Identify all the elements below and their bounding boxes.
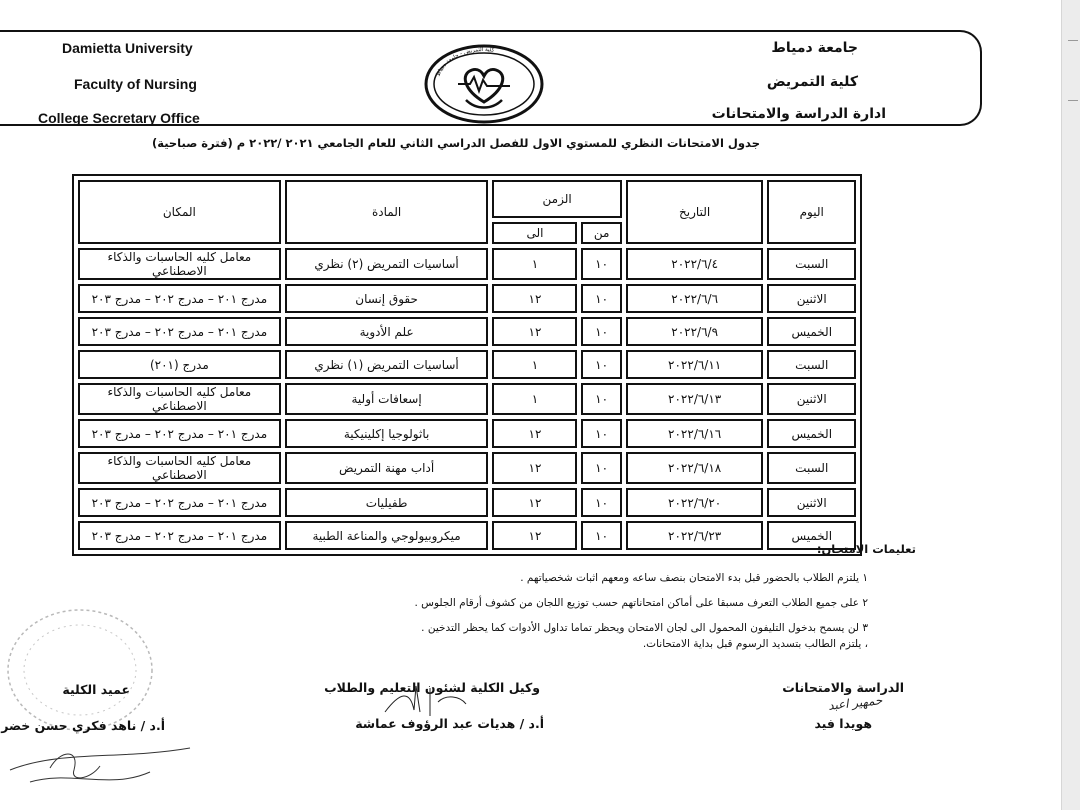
cell-place: مدرج ٢٠١ – مدرج ٢٠٢ – مدرج ٢٠٣	[78, 419, 281, 448]
header-day: اليوم	[767, 180, 856, 244]
cell-date: ٢٠٢٢/٦/٢٣	[626, 521, 764, 550]
cell-date: ٢٠٢٢/٦/١٦	[626, 419, 764, 448]
cell-to: ١	[492, 248, 577, 280]
table-row	[78, 317, 856, 346]
header-place: المكان	[78, 180, 281, 244]
cell-day: الاثنين	[767, 488, 856, 517]
table-header-row	[78, 180, 856, 218]
cell-date: ٢٠٢٢/٦/٤	[626, 248, 764, 280]
cell-subject: أساسيات التمريض (١) نظري	[285, 350, 489, 379]
cell-subject: ميكروبيولوجي والمناعة الطبية	[285, 521, 489, 550]
vice-dean-signature	[380, 682, 470, 722]
table-row	[78, 488, 856, 517]
cell-date: ٢٠٢٢/٦/٩	[626, 317, 764, 346]
faculty-ar: كلية التمريض	[766, 74, 858, 90]
cell-date: ٢٠٢٢/٦/٦	[626, 284, 764, 313]
cell-day: الخميس	[767, 419, 856, 448]
instruction-item: ٢ على جميع الطلاب التعرف مسبقا على أماكن امتحاناتهم حسب توزيع اللجان من كشوف أرقام الجلوس .	[414, 597, 868, 609]
cell-subject: علم الأدوية	[285, 317, 489, 346]
exams-office-name: هويدا فيد	[814, 716, 872, 731]
cell-subject: باثولوجيا إكلينيكية	[285, 419, 489, 448]
cell-place: مدرج ٢٠١ – مدرج ٢٠٢ – مدرج ٢٠٣	[78, 284, 281, 313]
schedule-title: جدول الامتحانات النظري للمستوي الاول للفصل الدراسي الثاني للعام الجامعي ٢٠٢١ /٢٠٢٢ م (فترة صباحية)	[151, 136, 760, 150]
table-row	[78, 383, 856, 415]
scrollbar-strip[interactable]	[1061, 0, 1080, 810]
cell-from: ١٠	[581, 248, 621, 280]
cell-subject: طفيليات	[285, 488, 489, 517]
cell-date: ٢٠٢٢/٦/١١	[626, 350, 764, 379]
cell-place: مدرج ٢٠١ – مدرج ٢٠٢ – مدرج ٢٠٣	[78, 521, 281, 550]
instruction-item: ، يلتزم الطالب بتسديد الرسوم قبل بداية الامتحانات.	[642, 638, 868, 650]
table-row	[78, 284, 856, 313]
office-en: College Secretary Office	[38, 110, 200, 126]
exams-office-role: الدراسة والامتحانات	[782, 680, 904, 695]
cell-from: ١٠	[581, 284, 621, 313]
cell-place: مدرج (٢٠١)	[78, 350, 281, 379]
cell-from: ١٠	[581, 452, 621, 484]
instructions-title: تعليمات الامتحان:	[816, 542, 916, 556]
cell-subject: أداب مهنة التمريض	[285, 452, 489, 484]
dean-role: عميد الكلية	[62, 682, 130, 697]
cell-place: معامل كليه الحاسبات والذكاء الاصطناعي	[78, 248, 281, 280]
university-ar: جامعة دمياط	[771, 40, 858, 56]
faculty-en: Faculty of Nursing	[74, 76, 197, 92]
table-row	[78, 248, 856, 280]
cell-day: الخميس	[767, 317, 856, 346]
faculty-logo	[424, 44, 544, 124]
cell-from: ١٠	[581, 521, 621, 550]
vice-dean-role: وكيل الكلية لشئون التعليم والطلاب	[324, 680, 540, 695]
header-date: التاريخ	[626, 180, 764, 244]
table-row	[78, 452, 856, 484]
exams-scribble: حمهير اعبد	[827, 693, 883, 713]
official-stamp	[0, 600, 220, 810]
cell-place: مدرج ٢٠١ – مدرج ٢٠٢ – مدرج ٢٠٣	[78, 488, 281, 517]
cell-from: ١٠	[581, 488, 621, 517]
cell-date: ٢٠٢٢/٦/١٨	[626, 452, 764, 484]
cell-day: السبت	[767, 248, 856, 280]
cell-to: ١٢	[492, 419, 577, 448]
cell-place: مدرج ٢٠١ – مدرج ٢٠٢ – مدرج ٢٠٣	[78, 317, 281, 346]
cell-date: ٢٠٢٢/٦/٢٠	[626, 488, 764, 517]
dean-name: أ.د / ناهد فكري حسن خضر	[1, 718, 165, 733]
cell-subject: أساسيات التمريض (٢) نظري	[285, 248, 489, 280]
cell-to: ١٢	[492, 521, 577, 550]
cell-day: الخميس	[767, 521, 856, 550]
office-ar: ادارة الدراسة والامتحانات	[711, 106, 886, 122]
exam-schedule-table	[72, 174, 862, 556]
header-subject: المادة	[285, 180, 489, 244]
table-row	[78, 350, 856, 379]
cell-place: معامل كليه الحاسبات والذكاء الاصطناعي	[78, 383, 281, 415]
header-time: الزمن	[492, 180, 621, 218]
table-row	[78, 419, 856, 448]
cell-subject: حقوق إنسان	[285, 284, 489, 313]
cell-subject: إسعافات أولية	[285, 383, 489, 415]
header-from: من	[581, 222, 621, 245]
university-en: Damietta University	[62, 40, 193, 56]
cell-from: ١٠	[581, 350, 621, 379]
strip-mark	[1068, 40, 1078, 41]
cell-from: ١٠	[581, 383, 621, 415]
cell-to: ١	[492, 350, 577, 379]
cell-to: ١٢	[492, 317, 577, 346]
cell-day: الاثنين	[767, 383, 856, 415]
header-to: الى	[492, 222, 577, 245]
cell-to: ١٢	[492, 488, 577, 517]
vice-dean-name: أ.د / هديات عبد الرؤوف عماشة	[355, 716, 544, 731]
cell-from: ١٠	[581, 317, 621, 346]
cell-to: ١٢	[492, 284, 577, 313]
cell-from: ١٠	[581, 419, 621, 448]
strip-mark	[1068, 100, 1078, 101]
table-row	[78, 521, 856, 550]
cell-to: ١٢	[492, 452, 577, 484]
instruction-item: ٣ لن يسمح بدخول التليفون المحمول الى لجان الامتحان ويحظر تماما تداول الأدوات كما يحظر التدخين .	[421, 622, 868, 634]
cell-to: ١	[492, 383, 577, 415]
cell-place: معامل كليه الحاسبات والذكاء الاصطناعي	[78, 452, 281, 484]
cell-date: ٢٠٢٢/٦/١٣	[626, 383, 764, 415]
cell-day: السبت	[767, 452, 856, 484]
cell-day: الاثنين	[767, 284, 856, 313]
cell-day: السبت	[767, 350, 856, 379]
instruction-item: ١ يلتزم الطلاب بالحضور قبل بدء الامتحان بنصف ساعه ومعهم اثبات شخصياتهم .	[520, 572, 868, 584]
logo-text: كلية التمريض - جامعة دمياط	[435, 47, 495, 78]
